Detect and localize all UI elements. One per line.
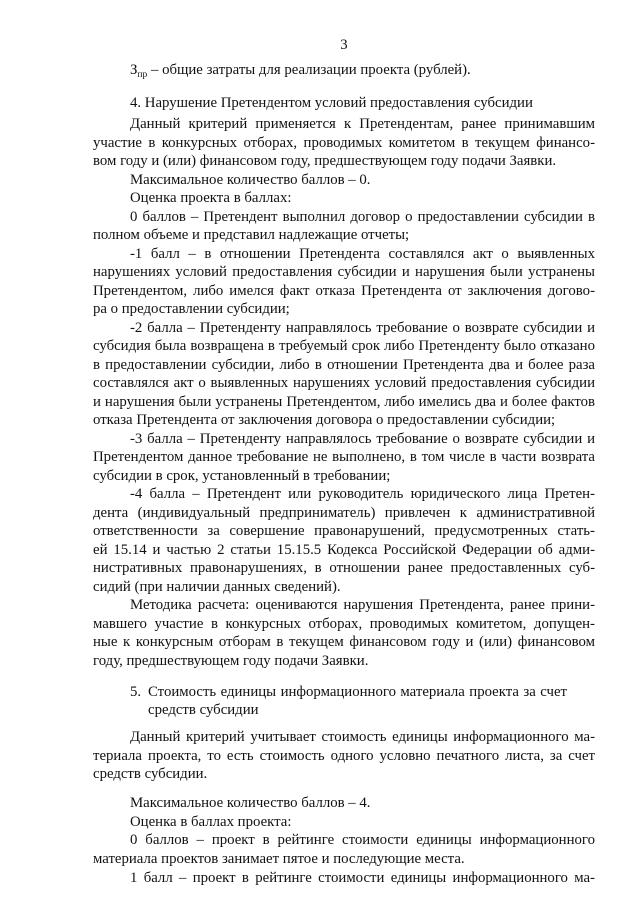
heading-text: средств субсидии	[148, 701, 259, 718]
paragraph-line: Данный критерий применяется к Претендентам, ранее принимавшим	[130, 116, 595, 132]
paragraph-line: составлялся акт о выявленных нарушениях условий предоставления субсидии	[93, 375, 595, 391]
paragraph-line: нарушениях условий предоставления субсидии и нарушения были устранены	[93, 264, 595, 280]
paragraph-line: Претендентом, либо имелся факт отказа Претендента от заключения догово-	[93, 282, 595, 299]
section-4-body	[93, 115, 595, 670]
paragraph-line: ей 15.14 и частью 2 статьи 15.15.5 Кодекса Российской Федерации об адми-	[93, 541, 595, 558]
paragraph-line: мавшего участие в конкурсных отборах, проводимых комитетом, допущен-	[93, 615, 595, 632]
paragraph-line: сидий (при наличии данных сведений).	[93, 578, 341, 595]
paragraph-line: Методика расчета: оцениваются нарушения Претендента, ранее прини-	[130, 597, 595, 613]
paragraph-line: 0 баллов – проект в рейтинге стоимости единицы информационного	[130, 832, 595, 849]
paragraph-line: полном объеме и представил надлежащие отчеты;	[93, 227, 410, 243]
paragraph-line: вом году и (или) финансовом году, предшествующем году подачи Заявки.	[93, 153, 557, 169]
paragraph-line: Оценка проекта в баллах:	[130, 190, 292, 206]
paragraph-line: субсидия была возвращена в требуемый срок либо Претенденту было отказано	[93, 338, 595, 354]
formula-note	[93, 61, 595, 80]
heading-text: 4. Нарушение Претендентом условий предоставления субсидии	[130, 95, 533, 111]
paragraph-line: -2 балла – Претенденту направлялось требование о возврате субсидии и	[130, 319, 595, 336]
paragraph-line: дента (индивидуальный предприниматель) привлечен к административной	[93, 504, 595, 521]
paragraph-line: в предоставлении субсидии, либо в отношении Претендента два и более раза	[93, 356, 595, 373]
paragraph-line: ра о предоставлении субсидии;	[93, 301, 290, 317]
paragraph-line: нистративных правонарушениях, в отношении ранее предоставленных суб-	[93, 560, 595, 576]
formula-line	[130, 61, 595, 80]
paragraph-line: ные к конкурсным отборам в текущем финансовом году и (или) финансовом	[93, 634, 595, 650]
heading-text: Стоимость единицы информационного материала проекта за счет	[148, 684, 567, 700]
paragraph-line: средств субсидии.	[93, 766, 208, 782]
paragraph-line: 0 баллов – Претендент выполнил договор о предоставлении субсидии в	[130, 208, 595, 225]
heading-row	[93, 684, 595, 702]
paragraph-line: -1 балл – в отношении Претендента составлялся акт о выявленных	[130, 245, 595, 262]
page-number: 3	[340, 37, 348, 53]
paragraph-line: субсидии в срок, установленный в требовании;	[93, 467, 391, 484]
paragraph-line: -3 балла – Претенденту направлялось требование о возврате субсидии и	[130, 430, 595, 447]
paragraph-line: Максимальное количество баллов – 0.	[130, 171, 371, 188]
formula-description: – общие затраты для реализации проекта (рублей).	[147, 62, 471, 78]
paragraph-line: -4 балла – Претендент или руководитель юридического лица Претен-	[130, 486, 595, 502]
paragraph-line: материала проектов занимает пятое и последующие места.	[93, 851, 465, 868]
paragraph-line: 1 балл – проект в рейтинге стоимости единицы информационного ма-	[130, 869, 595, 886]
paragraph-line: году, предшествующем году подачи Заявки.	[93, 652, 369, 669]
section-5-heading	[93, 684, 595, 719]
heading-row	[93, 702, 595, 720]
heading-number: 5.	[130, 684, 142, 700]
section-5-intro	[93, 728, 595, 784]
section-5-scoring	[93, 794, 595, 887]
formula-subscript: пр	[137, 70, 148, 80]
paragraph-line: ответственности за совершение правонарушений, предусмотренных стать-	[93, 523, 595, 539]
formula-symbol: З	[130, 62, 138, 78]
paragraph-line: отказа Претендента от заключения договора о предоставлении субсидии;	[93, 412, 556, 428]
paragraph-line: Максимальное количество баллов – 4.	[130, 795, 371, 811]
section-4-heading	[93, 94, 595, 113]
paragraph-line: Данный критерий учитывает стоимость единицы информационного ма-	[130, 729, 595, 745]
paragraph-line: териала проекта, то есть стоимость одного условно печатного листа, за счет	[93, 747, 595, 764]
paragraph-line: Оценка в баллах проекта:	[130, 813, 292, 830]
paragraph-line: участие в конкурсных отборах, проводимых комитетом в текущем финансо-	[93, 134, 595, 151]
paragraph-line: и нарушения были устранены Претендентом, либо имелись два и более фактов	[93, 393, 595, 410]
paragraph-line: Претендентом данное требование не выполнено, в том числе в части возврата	[93, 449, 595, 465]
